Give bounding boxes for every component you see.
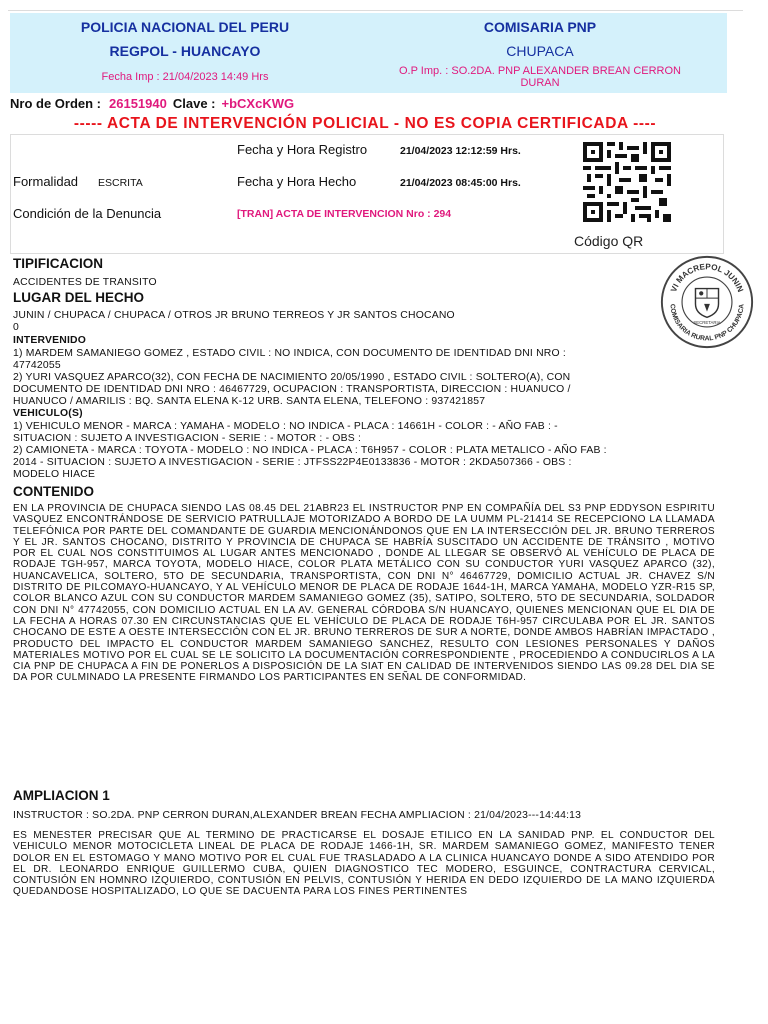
comisaria-title: COMISARIA PNP (483, 19, 597, 35)
intervenido-line-2: 47742055 (13, 360, 61, 371)
tipificacion-value: ACCIDENTES DE TRANSITO (13, 277, 157, 288)
lugar-value: JUNIN / CHUPACA / CHUPACA / OTROS JR BRUNO TERREOS Y JR SANTOS CHOCANO (13, 310, 455, 321)
intervenido-heading: INTERVENIDO (13, 335, 87, 346)
fecha-hecho-value: 21/04/2023 08:45:00 Hrs. (400, 177, 521, 189)
shield-icon (695, 289, 718, 318)
seal-text-top: VI MACREPOL JUNIN (669, 262, 745, 294)
formalidad-value: ESCRITA (98, 177, 143, 189)
vehiculo-line-1: 1) VEHICULO MENOR - MARCA : YAMAHA - MODELO : NO INDICA - PLACA : 14661H - COLOR : - AÑO FAB : - (13, 421, 558, 432)
order-line (10, 96, 300, 111)
vehiculo-line-2: SITUACION : SUJETO A INVESTIGACION - SERIE : - MOTOR : - OBS : (13, 433, 362, 444)
acta-title: ----- ACTA DE INTERVENCIÓN POLICIAL - NO ES COPIA CERTIFICADA ---- (73, 115, 657, 132)
intervenido-line-1: 1) MARDEM SAMANIEGO GOMEZ , ESTADO CIVIL : NO INDICA, CON DOCUMENTO DE IDENTIDAD DNI NRO : (13, 348, 566, 359)
condicion-label: Condición de la Denuncia (13, 206, 162, 221)
qr-code-icon (583, 142, 671, 222)
intervenido-line-5: HUANUCO / AMARILIS : BQ. SANTA ELENA K-12 URB. SANTA ELENA, TELEFONO : 937421857 (13, 396, 486, 407)
fecha-registro-value: 21/04/2023 12:12:59 Hrs. (400, 145, 521, 157)
print-operator: O.P Imp. : SO.2DA. PNP ALEXANDER BREAN CERRON (398, 65, 681, 77)
condicion-value: [TRAN] ACTA DE INTERVENCION Nro : 294 (237, 208, 452, 220)
regpol-subtitle: REGPOL - HUANCAYO (109, 43, 261, 59)
clave-label: Clave : (172, 96, 216, 111)
fecha-registro-label: Fecha y Hora Registro (237, 142, 368, 157)
print-operator-line2: DURAN (520, 77, 560, 89)
seal-text-center: SECRETARIA (693, 320, 721, 326)
order-label: Nro de Orden : (10, 96, 102, 111)
vehiculo-line-3: 2) CAMIONETA - MARCA : TOYOTA - MODELO : NO INDICA - PLACA : T6H957 - COLOR : PLATA METALICO - AÑO FAB : (13, 445, 607, 456)
lugar-extra: 0 (13, 322, 19, 333)
ampliacion-heading: AMPLIACION 1 (13, 788, 110, 803)
lugar-heading: LUGAR DEL HECHO (13, 290, 145, 305)
tipificacion-heading: TIPIFICACION (13, 256, 103, 271)
ampliacion-text: ES MENESTER PRECISAR QUE AL TERMINO DE PRACTICARSE EL DOSAJE ETILICO EN LA SANIDAD PNP. EL CONDUCTOR DEL VEHICULO MENOR MOTOCICLETA LINEAL DE PLACA DE RODAJE 1466-1H, SR. MARDEM SAMANIEGO GOMEZ, MANIFESTO TENER DOLOR EN EL ESTOMAGO Y MANO MOTIVO POR EL CUAL FUE TRASLADADO A LA CLINICA HUANCAYO DONDE A SIDO ATENDIDO POR EL DR. LEONARDO ENRIQUE GUILLERMO CUBA, QUIEN DIAGNOSTICO TEC MODERO, ESGUINCE, CONTRACTURA CERVICAL, CONTUSIÓN EN HOMNRO IZQUIERDO, CONTUSIÓN EN PELVIS, CONTUSIÓN Y HERIDA EN DEDO IZQUIERDO DE LA MANO IZQUIERDA QUEDANDOSE HOSPITALIZADO, LO QUE SE DACUENTA PARA LOS FINES PERTINENTES (13, 830, 715, 898)
clave-value: +bCXcKWG (221, 96, 295, 111)
police-seal-stamp (659, 254, 755, 350)
seal-text-bottom: COMISARIA RURAL PNP CHUPACA (668, 303, 746, 343)
police-title: POLICIA NACIONAL DEL PERU (80, 19, 290, 35)
order-number: 26151940 (109, 96, 167, 111)
vehiculos-heading: VEHICULO(S) (13, 408, 83, 419)
intervenido-line-4: DOCUMENTO DE IDENTIDAD DNI NRO : 46467729, OCUPACION : TRANSPORTISTA, DIRECCION : HUANUCO / (13, 384, 571, 395)
fecha-hecho-label: Fecha y Hora Hecho (237, 174, 357, 189)
contenido-text: EN LA PROVINCIA DE CHUPACA SIENDO LAS 08.45 DEL 21ABR23 EL INSTRUCTOR PNP EN COMPAÑÍA DEL S3 PNP EDDYSON ESPIRITU VASQUEZ ENCONTRÁNDOSE DE SERVICIO PATRULLAJE MOTORIZADO A BORDO DE LA UUMM PL-21414 SE RECEPCIONO LA LLAMADA TELEFÓNICA POR PARTE DEL COMANDANTE DE GUARDIA MENCIONÁNDONOS QUE EN LA INTERSECCIÓN DEL JR. BRUNO TERREROS Y EL JR. SANTOS CHOCANO, DISTRITO Y PROVINCIA DE CHUPACA SE HABRÍA SUSCITADO UN ACCIDENTE DE TRÁNSITO , MOTIVO POR EL CUAL NOS CONSTITUIMOS AL LUGAR ANTES MENCIONADO , DONDE AL LLEGAR SE OBSERVÓ AL VEHÍCULO DE PLACA DE RODAJE TGH-957, MARCA TOYOTA, MODELO HIACE, COLOR PLATA METÁLICO CON SU CONDUCTOR YURI VASQUEZ APARCO (32), HUANCAVELICA, SOLTERO, 5TO DE SECUNDARIA, TRANSPORTISTA, CON DNI N° 46467729, DOMICILIO ACTUAL JR. CHAVEZ S/N DISTRITO DE PILCOMAYO-HUANCAYO, Y AL VEHÍCULO MENOR DE PLACA DE RODAJE 1644-1H, MARCA YAMAHA, MODELO YZR-R15 SP, COLOR BLANCO AZUL CON SU CONDUCTOR MARDEM SAMANIEGO GOMEZ (35), SATIPO, SOLTERO, 5TO DE SECUNDARIA, SOLDADOR CON DNI N° 47742055, CON DOMICILIO ACTUAL EN LA AV. GENERAL CÓRDOBA S/N HUANCAYO, QUIENES MENCIONAN QUE EL DIA DE LA FECHA A HORAS 07.30 EN CIRCUNSTANCIAS QUE EL VEHÍCULO DE PLACA DE RODAJE T6H-957 CIRCULABA POR EL JR. SANTOS CHOCANO DE ESTE A OESTE INTERSECCIÓN CON EL JR. BRUNO TERREROS DE SUR A NORTE, DONDE AMBOS HABRÍAN IMPACTADO , PRODUCTO DEL IMPACTO EL CONDUCTOR MARDEM SAMANIEGO SANCHEZ, RESULTO CON LESIONES PERSONALES Y DAÑOS MATERIALES MOTIVO POR EL CUAL SE LE SOLICITO LA DOCUMENTACIÓN CORRESPONDIENTE , PROCEDIENDO A CONDUCIRLOS A LA CIA PNP DE CHUPACA A FIN DE PONERLOS A DISPOSICIÓN DE LA SIAT EN CALIDAD DE INTERVENIDOS SIENDO LAS 09.28 DEL DIA SE DA POR CULMINADO LA PRESENTE FIRMANDO LOS PARTICIPANTES EN SEÑAL DE CONFORMIDAD. (13, 503, 715, 684)
comisaria-subtitle: CHUPACA (506, 43, 574, 59)
contenido-heading: CONTENIDO (13, 484, 94, 499)
vehiculo-line-5: MODELO HIACE (13, 469, 96, 480)
top-divider (8, 10, 743, 11)
intervenido-line-3: 2) YURI VASQUEZ APARCO(32), CON FECHA DE NACIMIENTO 20/05/1990 , ESTADO CIVIL : SOLTERO(A), CON (13, 372, 571, 383)
vehiculo-line-4: 2014 - SITUACION : SUJETO A INVESTIGACION - SERIE : JTFSS22P4E0133836 - MOTOR : 2KDA507366 - OBS : (13, 457, 572, 468)
ampliacion-instructor: INSTRUCTOR : SO.2DA. PNP CERRON DURAN,ALEXANDER BREAN FECHA AMPLIACION : 21/04/2023---14:44:13 (13, 810, 582, 821)
formalidad-label: Formalidad (13, 174, 79, 189)
print-date: Fecha Imp : 21/04/2023 14:49 Hrs (101, 71, 269, 83)
qr-label: Código QR (574, 233, 644, 249)
